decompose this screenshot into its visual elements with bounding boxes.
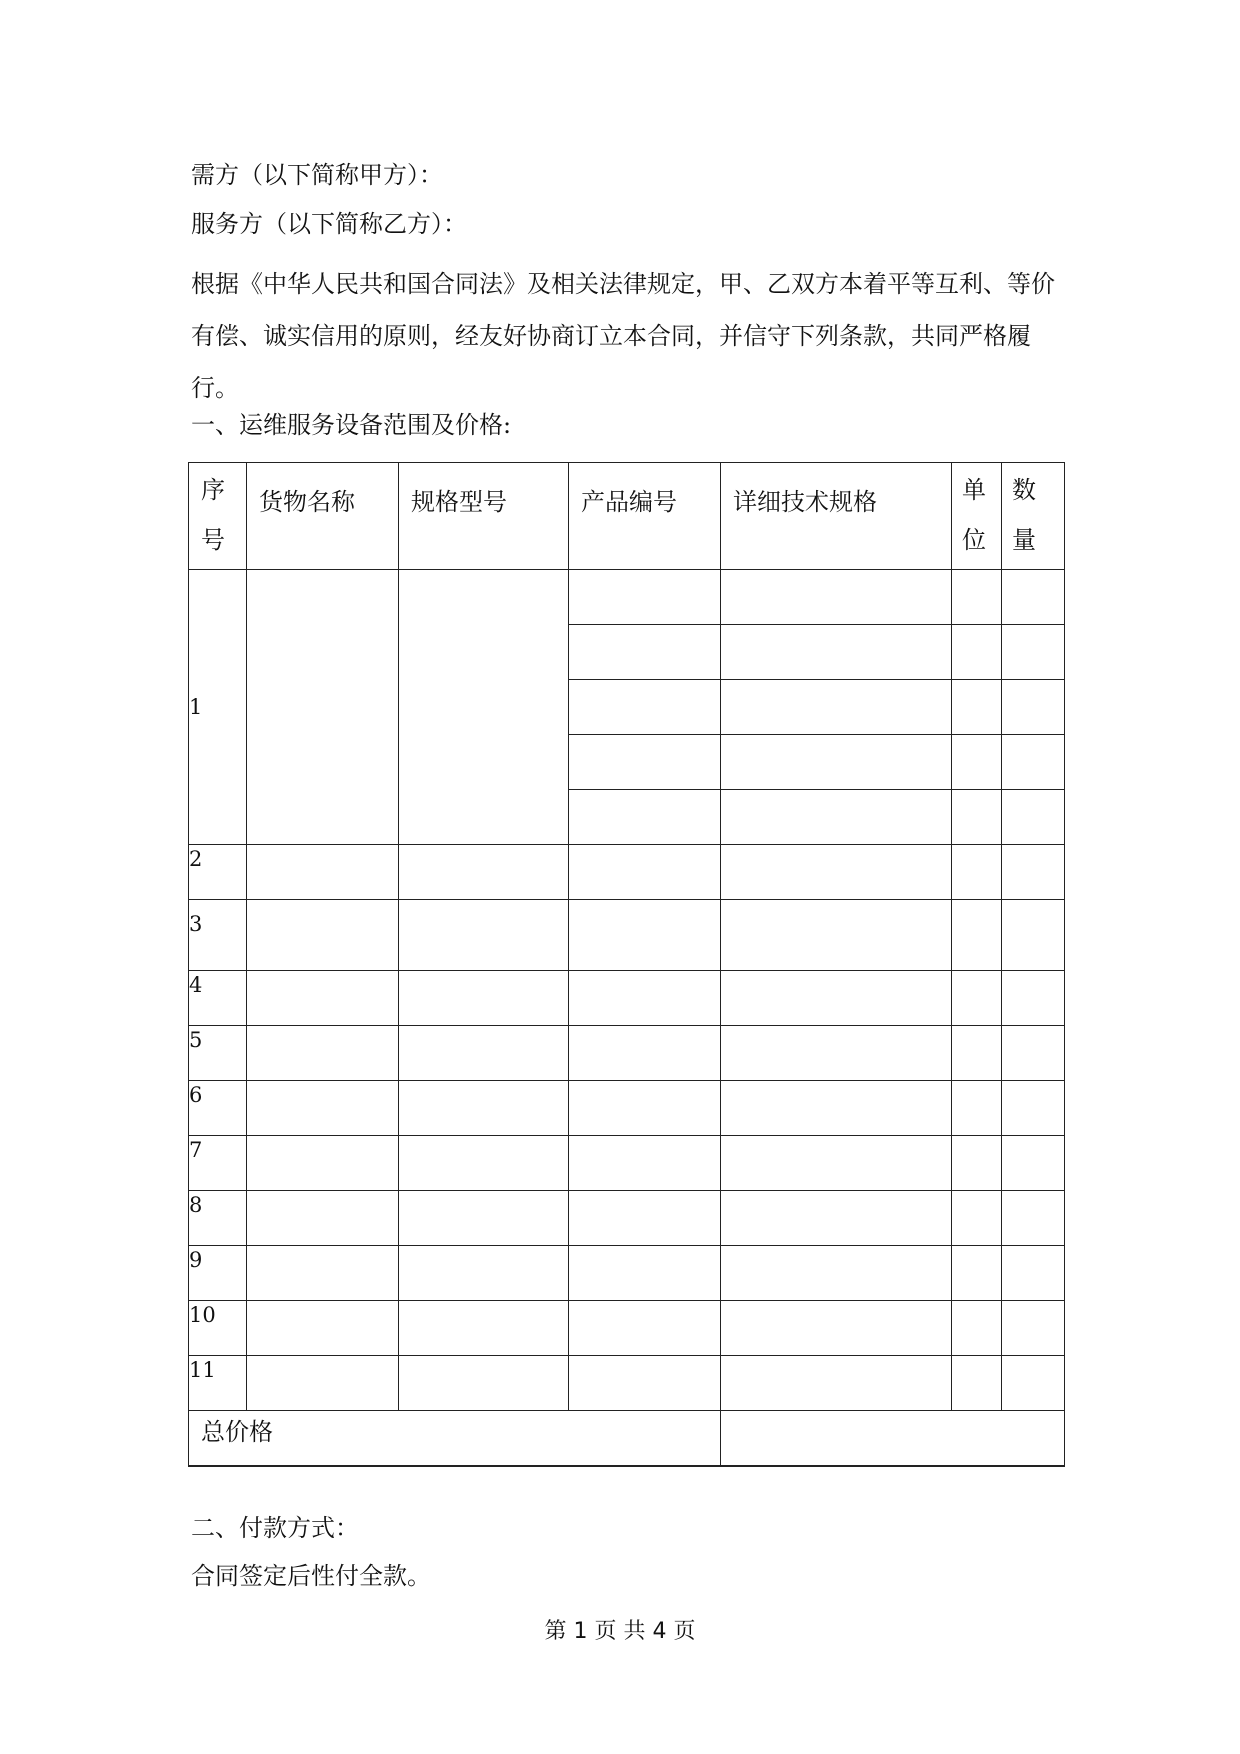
table-row xyxy=(189,900,1065,971)
header-goods-name: 货物名称 xyxy=(247,463,399,570)
row-tech-spec-cell xyxy=(721,1301,952,1356)
row-tech-spec-cell xyxy=(721,735,952,790)
row-product-code-cell xyxy=(569,845,721,900)
row-quantity-cell xyxy=(1002,570,1065,625)
row-seq: 7 xyxy=(189,1136,247,1191)
row-seq: 1 xyxy=(189,570,247,845)
row-tech-spec-cell xyxy=(721,1026,952,1081)
header-seq-char: 序 xyxy=(201,476,225,504)
row-spec-model-cell xyxy=(399,570,569,845)
row-unit-cell xyxy=(952,1081,1002,1136)
row-seq: 11 xyxy=(189,1356,247,1411)
row-seq: 10 xyxy=(189,1301,247,1356)
service-party-line: 服务方（以下简称乙方）： xyxy=(191,210,467,238)
row-seq: 4 xyxy=(189,971,247,1026)
table-row xyxy=(189,845,1065,900)
row-seq: 8 xyxy=(189,1191,247,1246)
row-quantity-cell xyxy=(1002,900,1065,971)
row-tech-spec-cell xyxy=(721,1081,952,1136)
row-tech-spec-cell xyxy=(721,790,952,845)
row-spec-model-cell xyxy=(399,1301,569,1356)
basis-line: 有偿、诚实信用的原则，经友好协商订立本合同，并信守下列条款，共同严格履 xyxy=(191,322,1031,350)
row-unit-cell xyxy=(952,625,1002,680)
row-quantity-cell xyxy=(1002,735,1065,790)
row-quantity-cell xyxy=(1002,790,1065,845)
header-seq xyxy=(189,463,247,570)
row-product-code-cell xyxy=(569,1026,721,1081)
row-product-code-cell xyxy=(569,971,721,1026)
row-quantity-cell xyxy=(1002,1191,1065,1246)
row-product-code-cell xyxy=(569,1081,721,1136)
total-price-label-cell xyxy=(189,1411,721,1466)
row-unit-cell xyxy=(952,1356,1002,1411)
basis-line: 行。 xyxy=(191,374,239,402)
row-tech-spec-cell xyxy=(721,971,952,1026)
row-unit-cell xyxy=(952,900,1002,971)
row-quantity-cell xyxy=(1002,971,1065,1026)
row-quantity-cell xyxy=(1002,625,1065,680)
row-tech-spec-cell xyxy=(721,1136,952,1191)
row-unit-cell xyxy=(952,570,1002,625)
row-goods-name-cell xyxy=(247,1191,399,1246)
row-quantity-cell xyxy=(1002,1246,1065,1301)
row-product-code-cell xyxy=(569,735,721,790)
row-product-code-cell xyxy=(569,680,721,735)
row-spec-model-cell xyxy=(399,900,569,971)
table-row xyxy=(189,1136,1065,1191)
total-price-label: 总价格 xyxy=(201,1418,273,1446)
contract-basis-paragraph xyxy=(191,258,1055,414)
row-goods-name-cell xyxy=(247,1136,399,1191)
row-tech-spec-cell xyxy=(721,680,952,735)
row-quantity-cell xyxy=(1002,1301,1065,1356)
row-goods-name-cell xyxy=(247,1301,399,1356)
row-quantity-cell xyxy=(1002,680,1065,735)
row-quantity-cell xyxy=(1002,1026,1065,1081)
table-row xyxy=(189,1301,1065,1356)
row-spec-model-cell xyxy=(399,1356,569,1411)
row-product-code-cell xyxy=(569,1136,721,1191)
row-unit-cell xyxy=(952,790,1002,845)
basis-line: 根据《中华人民共和国合同法》及相关法律规定，甲、乙双方本着平等互利、等价 xyxy=(191,270,1055,298)
row-quantity-cell xyxy=(1002,1136,1065,1191)
row-goods-name-cell xyxy=(247,1356,399,1411)
row-seq: 6 xyxy=(189,1081,247,1136)
table-row xyxy=(189,1081,1065,1136)
header-product-code: 产品编号 xyxy=(569,463,721,570)
header-spec-model: 规格型号 xyxy=(399,463,569,570)
row-seq: 3 xyxy=(189,900,247,971)
section-2-title: 二、付款方式： xyxy=(191,1514,359,1542)
demand-party-line: 需方（以下简称甲方）： xyxy=(191,161,443,189)
table-row xyxy=(189,1191,1065,1246)
header-quantity-char: 量 xyxy=(1012,526,1036,554)
payment-terms: 合同签定后性付全款。 xyxy=(191,1562,431,1590)
section-1-title: 一、运维服务设备范围及价格: xyxy=(191,411,512,439)
row-unit-cell xyxy=(952,971,1002,1026)
row-unit-cell xyxy=(952,1246,1002,1301)
row-seq: 9 xyxy=(189,1246,247,1301)
row-goods-name-cell xyxy=(247,1026,399,1081)
row-product-code-cell xyxy=(569,570,721,625)
row-unit-cell xyxy=(952,1191,1002,1246)
row-goods-name-cell xyxy=(247,1246,399,1301)
row-spec-model-cell xyxy=(399,1026,569,1081)
row-unit-cell xyxy=(952,845,1002,900)
row-product-code-cell xyxy=(569,625,721,680)
row-product-code-cell xyxy=(569,1246,721,1301)
header-seq-char: 号 xyxy=(201,526,225,554)
row-quantity-cell xyxy=(1002,1081,1065,1136)
row-quantity-cell xyxy=(1002,1356,1065,1411)
table-row xyxy=(189,1356,1065,1411)
row-spec-model-cell xyxy=(399,1081,569,1136)
row-unit-cell xyxy=(952,1026,1002,1081)
table-row xyxy=(189,1026,1065,1081)
page-indicator: 第 1 页 共 4 页 xyxy=(544,1619,696,1644)
row-product-code-cell xyxy=(569,1191,721,1246)
header-quantity-char: 数 xyxy=(1012,476,1036,504)
row-spec-model-cell xyxy=(399,1136,569,1191)
row-tech-spec-cell xyxy=(721,570,952,625)
equipment-price-table xyxy=(188,462,1065,1467)
row-goods-name-cell xyxy=(247,845,399,900)
row-goods-name-cell xyxy=(247,570,399,845)
row-quantity-cell xyxy=(1002,845,1065,900)
row-tech-spec-cell xyxy=(721,625,952,680)
total-price-value-cell xyxy=(721,1411,1065,1466)
row-spec-model-cell xyxy=(399,845,569,900)
row-spec-model-cell xyxy=(399,1191,569,1246)
row-seq: 5 xyxy=(189,1026,247,1081)
header-tech-spec: 详细技术规格 xyxy=(721,463,952,570)
row-goods-name-cell xyxy=(247,971,399,1026)
row-unit-cell xyxy=(952,680,1002,735)
header-unit xyxy=(952,463,1002,570)
row-goods-name-cell xyxy=(247,900,399,971)
table-header-row xyxy=(189,463,1065,570)
total-price-row xyxy=(189,1411,1065,1466)
row-unit-cell xyxy=(952,1136,1002,1191)
row-tech-spec-cell xyxy=(721,845,952,900)
row-tech-spec-cell xyxy=(721,1246,952,1301)
table-row xyxy=(189,971,1065,1026)
row-unit-cell xyxy=(952,1301,1002,1356)
row-tech-spec-cell xyxy=(721,900,952,971)
row-product-code-cell xyxy=(569,790,721,845)
row-product-code-cell xyxy=(569,1301,721,1356)
row-tech-spec-cell xyxy=(721,1191,952,1246)
header-unit-char: 单 xyxy=(962,476,986,504)
row-spec-model-cell xyxy=(399,971,569,1026)
row-unit-cell xyxy=(952,735,1002,790)
row-product-code-cell xyxy=(569,900,721,971)
row-spec-model-cell xyxy=(399,1246,569,1301)
table-row xyxy=(189,570,1065,625)
row-product-code-cell xyxy=(569,1356,721,1411)
header-unit-char: 位 xyxy=(962,526,986,554)
row-goods-name-cell xyxy=(247,1081,399,1136)
table-row xyxy=(189,1246,1065,1301)
row-tech-spec-cell xyxy=(721,1356,952,1411)
header-quantity xyxy=(1002,463,1065,570)
row-seq: 2 xyxy=(189,845,247,900)
